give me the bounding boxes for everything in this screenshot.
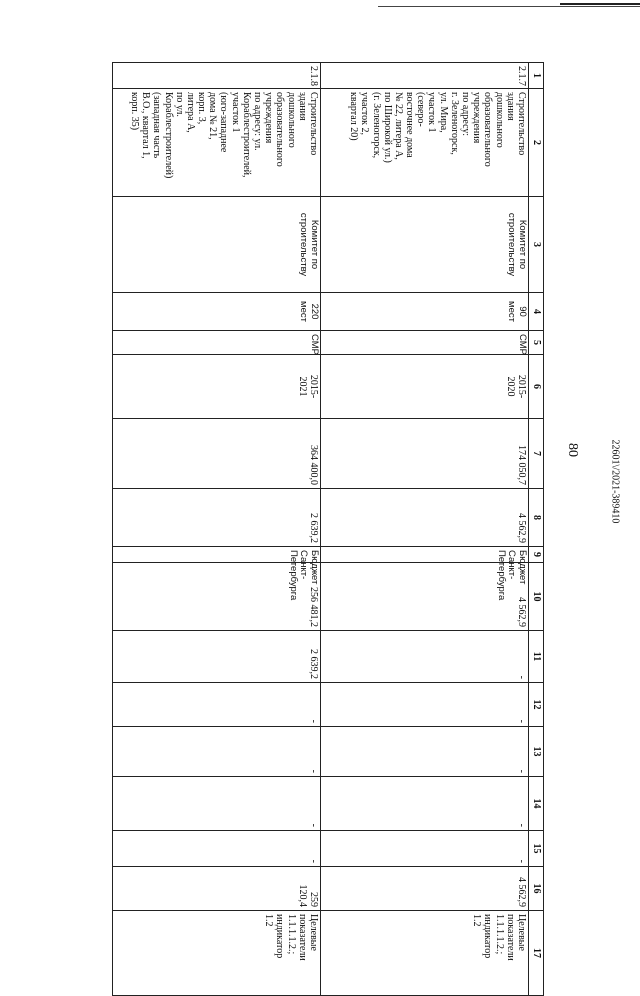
row-number: 2.1.7 (321, 63, 529, 89)
period: 2015- 2020 (321, 355, 529, 419)
col-header: 1 (529, 63, 544, 89)
rotated-table-frame (114, 62, 544, 961)
period: 2015- 2021 (113, 355, 321, 419)
col-header: 3 (529, 197, 544, 293)
col-header: 15 (529, 831, 544, 867)
top-rule (378, 6, 640, 7)
col-header: 17 (529, 911, 544, 996)
value-col-8: 2 639,2 (113, 489, 321, 547)
col-header: 13 (529, 727, 544, 777)
capacity: 220 мест (113, 293, 321, 331)
object-name: Строительство здания дошкольного образовательного учреждения по адресу: ул. Кораблестроителей, участок 1 (юго-западнее дома № 21, корп. 3, литера А, по ул. Кораблестроителей) (западная часть В.О., квартал 1, корп. 35) (113, 89, 321, 197)
col-header: 12 (529, 683, 544, 727)
page-number: 80 (565, 443, 580, 457)
value-col-12: - (321, 683, 529, 727)
value-col-11: - (321, 631, 529, 683)
customer: Комитет по строительству (113, 197, 321, 293)
total-cost: 364 400,0 (113, 419, 321, 489)
target-indicators: Целевые показатели 1.1.1.1.2.; индикатор 1.2 (321, 911, 529, 996)
col-header: 6 (529, 355, 544, 419)
work-type: СМР (113, 331, 321, 355)
value-col-14: - (113, 777, 321, 831)
col-header: 4 (529, 293, 544, 331)
col-header: 11 (529, 631, 544, 683)
value-col-11: 2 639,2 (113, 631, 321, 683)
col-header: 14 (529, 777, 544, 831)
value-col-16: 259 120,4 (113, 867, 321, 911)
target-indicators: Целевые показатели 1.1.1.1.2.; индикатор 1.2 (113, 911, 321, 996)
col-header: 5 (529, 331, 544, 355)
work-type: СМР (321, 331, 529, 355)
capacity: 90 мест (321, 293, 529, 331)
col-header: 16 (529, 867, 544, 911)
program-table (112, 62, 544, 996)
col-header: 7 (529, 419, 544, 489)
row-number: 2.1.8 (113, 63, 321, 89)
document-code: 22601\/2021-389410 (609, 439, 621, 524)
object-name: Строительство здания дошкольного образовательного учреждения по адресу: г. Зеленогорск, ул. Мира, участок 1 (северо- восточнее дома № 22, литера А, по Широкой ул.) (г. Зеленогорск, участок 2, квартал 20) (321, 89, 529, 197)
value-col-10: 4 562,9 (321, 563, 529, 631)
top-rule-thick (560, 3, 640, 5)
col-header: 8 (529, 489, 544, 547)
customer: Комитет по строительству (321, 197, 529, 293)
value-col-12: - (113, 683, 321, 727)
value-col-13: - (321, 727, 529, 777)
table-row (113, 63, 321, 996)
col-header: 2 (529, 89, 544, 197)
funding-source: Бюджет Санкт-Петербурга (113, 547, 321, 563)
header-row (529, 63, 544, 996)
value-col-16: 4 562,9 (321, 867, 529, 911)
value-col-14: - (321, 777, 529, 831)
col-header: 10 (529, 563, 544, 631)
total-cost: 174 050,7 (321, 419, 529, 489)
value-col-15: - (321, 831, 529, 867)
col-header: 9 (529, 547, 544, 563)
value-col-8: 4 562,9 (321, 489, 529, 547)
funding-source: Бюджет Санкт-Петербурга (321, 547, 529, 563)
value-col-15: - (113, 831, 321, 867)
table-row (321, 63, 529, 996)
value-col-10: 256 481,2 (113, 563, 321, 631)
value-col-13: - (113, 727, 321, 777)
